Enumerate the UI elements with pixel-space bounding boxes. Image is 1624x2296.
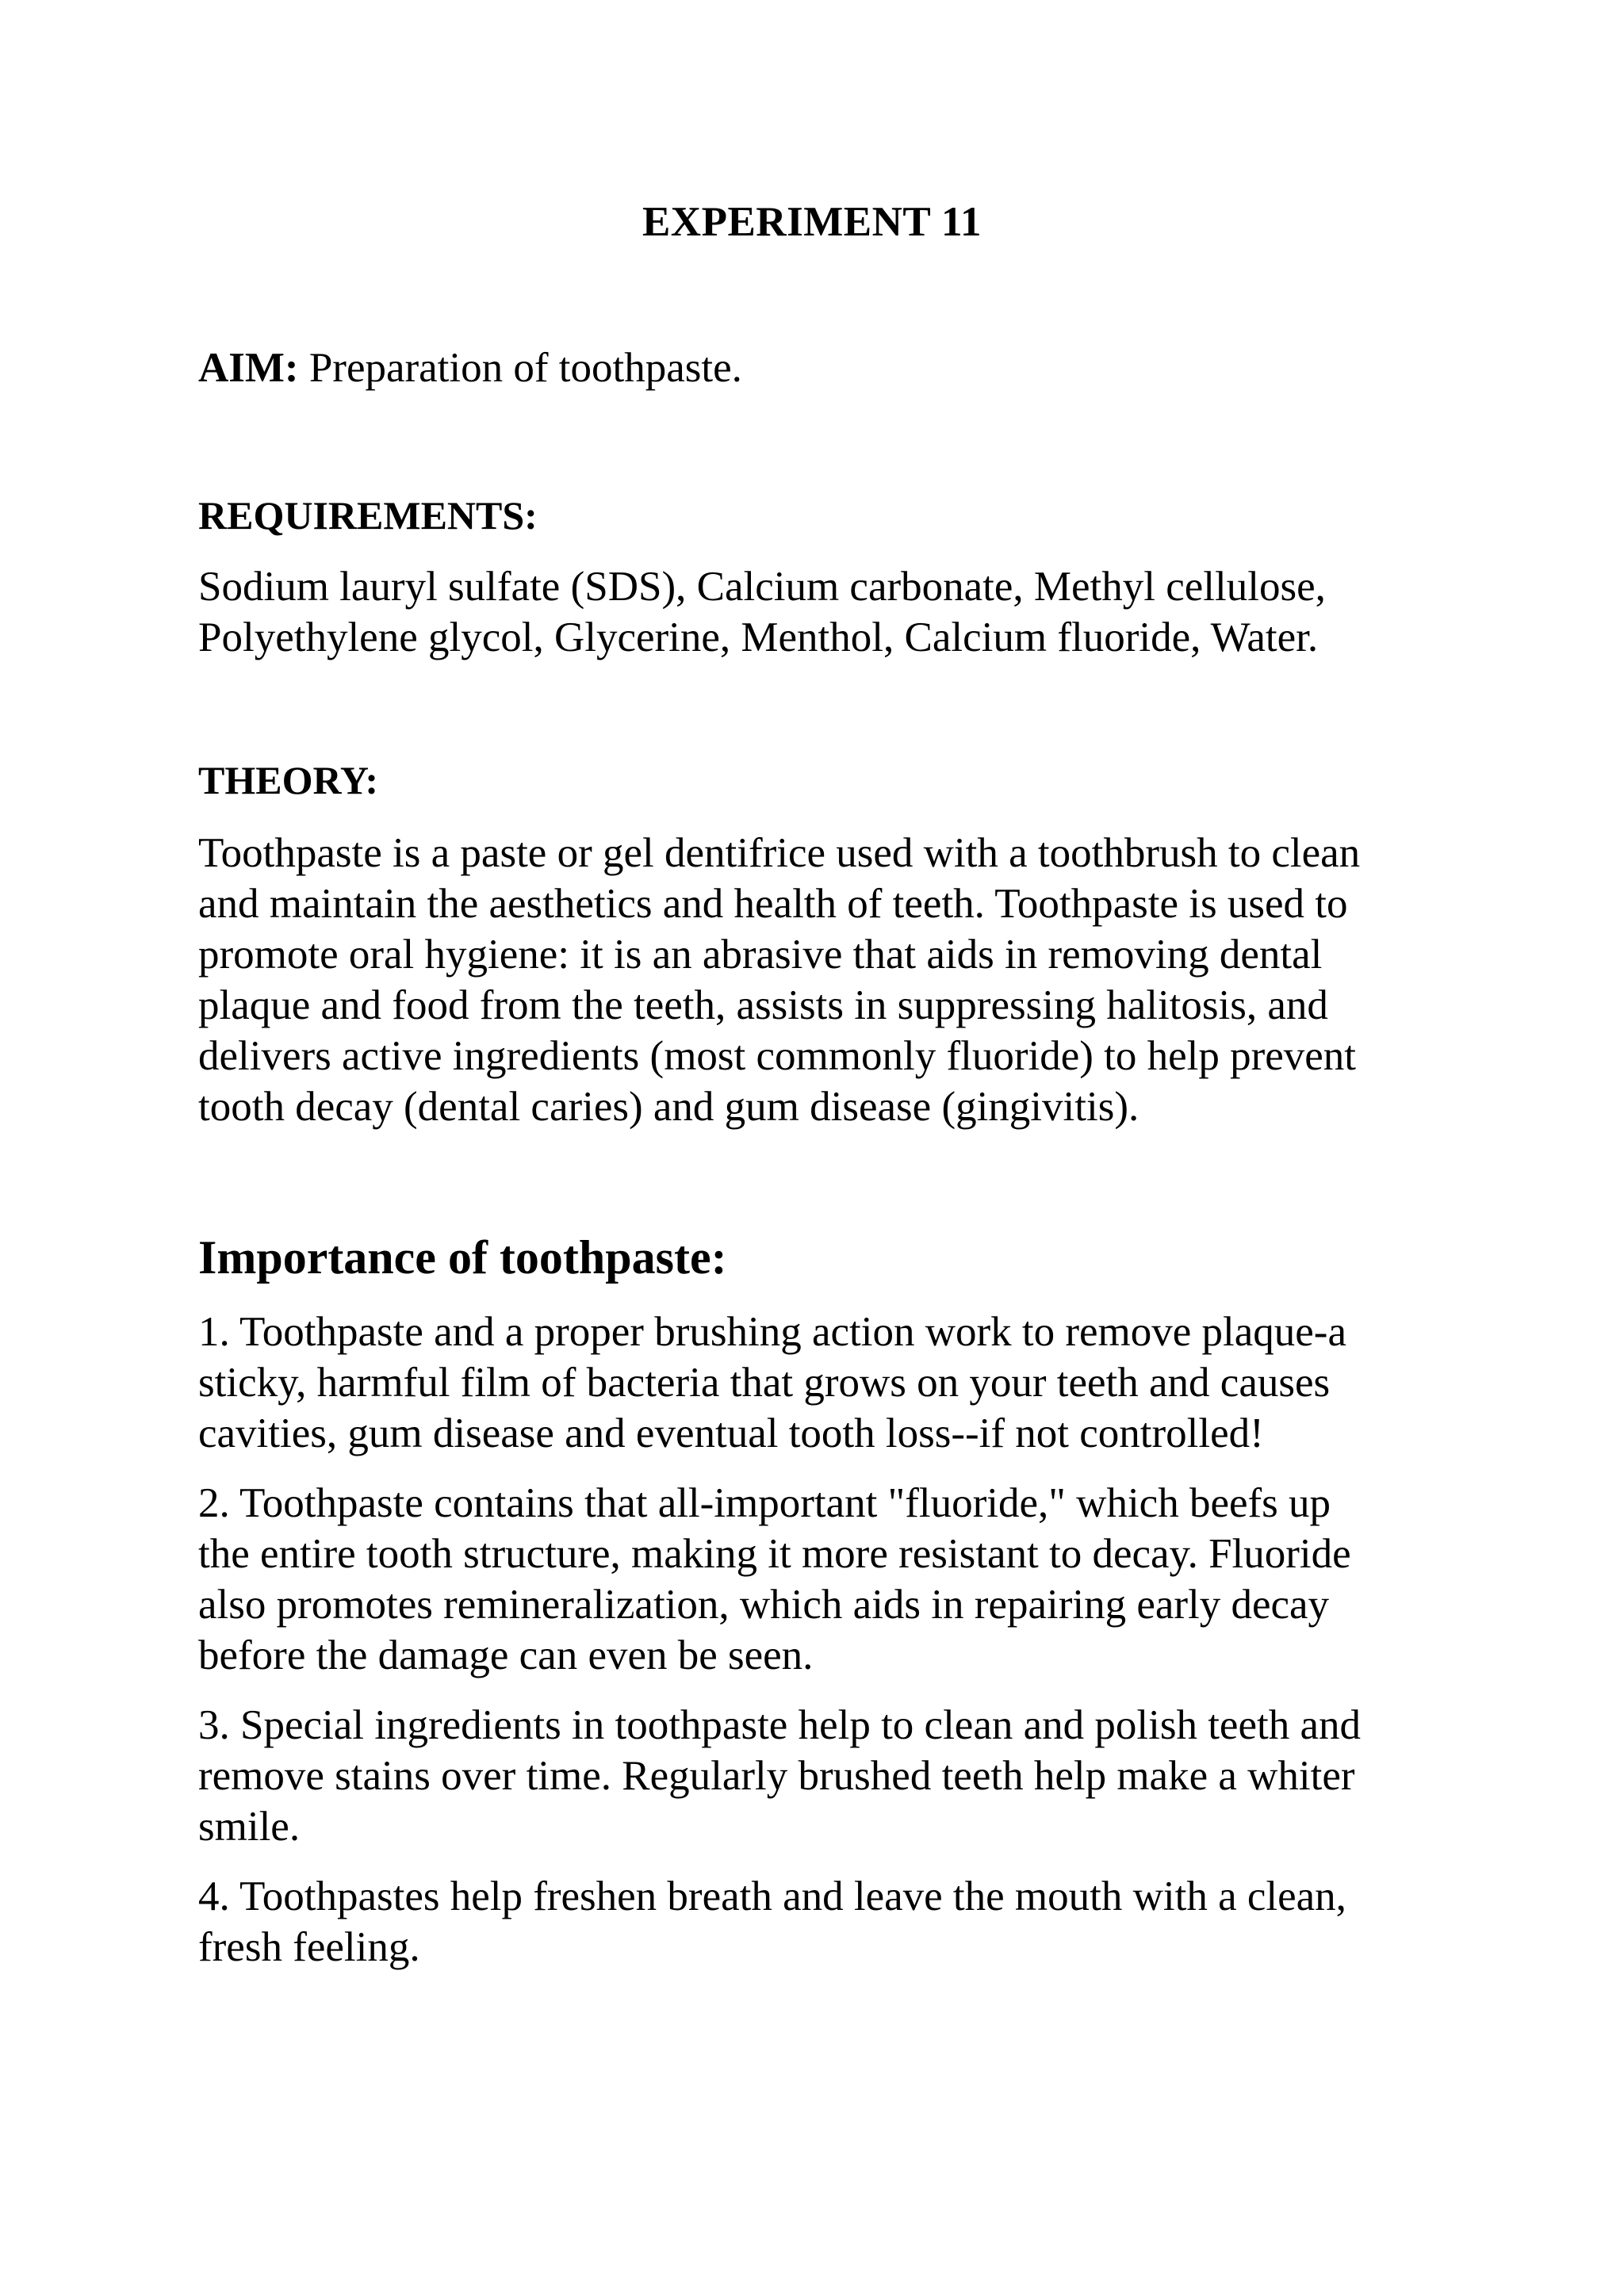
requirements-line: Sodium lauryl sulfate (SDS), Calcium carbonate, Methyl cellulose, bbox=[198, 564, 1326, 610]
theory-line: plaque and food from the teeth, assists in suppressing halitosis, and bbox=[198, 982, 1328, 1028]
point-line: 3. Special ingredients in toothpaste help to clean and polish teeth and bbox=[198, 1702, 1361, 1748]
point-line: smile. bbox=[198, 1804, 301, 1850]
point-line: remove stains over time. Regularly brushed teeth help make a whiter bbox=[198, 1753, 1355, 1799]
aim-text: Preparation of toothpaste. bbox=[298, 345, 742, 391]
point-line: fresh feeling. bbox=[198, 1924, 420, 1970]
importance-point-2 bbox=[198, 1478, 1435, 1681]
theory-line: Toothpaste is a paste or gel dentifrice used with a toothbrush to clean bbox=[198, 830, 1361, 876]
requirements-text bbox=[198, 561, 1435, 663]
point-line: the entire tooth structure, making it more resistant to decay. Fluoride bbox=[198, 1531, 1351, 1577]
theory-line: promote oral hygiene: it is an abrasive that aids in removing dental bbox=[198, 932, 1323, 978]
point-line: before the damage can even be seen. bbox=[198, 1632, 814, 1678]
point-line: sticky, harmful film of bacteria that grows on your teeth and causes bbox=[198, 1360, 1331, 1406]
point-line: cavities, gum disease and eventual tooth loss--if not controlled! bbox=[198, 1410, 1264, 1456]
aim-label: AIM: bbox=[198, 345, 299, 391]
importance-point-1 bbox=[198, 1307, 1435, 1459]
requirements-heading: REQUIREMENTS: bbox=[198, 493, 538, 538]
importance-points-list bbox=[198, 1307, 1435, 1992]
theory-line: delivers active ingredients (most commonly fluoride) to help prevent bbox=[198, 1033, 1357, 1079]
experiment-title: EXPERIMENT 11 bbox=[642, 199, 982, 245]
importance-point-4 bbox=[198, 1871, 1435, 1973]
importance-heading: Importance of toothpaste: bbox=[198, 1231, 727, 1284]
theory-line: tooth decay (dental caries) and gum disease (gingivitis). bbox=[198, 1084, 1139, 1130]
point-line: 4. Toothpastes help freshen breath and leave the mouth with a clean, bbox=[198, 1873, 1346, 1919]
point-line: 2. Toothpaste contains that all-important "fluoride," which beefs up bbox=[198, 1480, 1331, 1526]
point-line: also promotes remineralization, which aids in repairing early decay bbox=[198, 1582, 1330, 1628]
theory-text bbox=[198, 828, 1435, 1132]
requirements-line: Polyethylene glycol, Glycerine, Menthol, Calcium fluoride, Water. bbox=[198, 614, 1319, 660]
theory-heading: THEORY: bbox=[198, 758, 379, 802]
point-line: 1. Toothpaste and a proper brushing action work to remove plaque-a bbox=[198, 1309, 1346, 1355]
importance-point-3 bbox=[198, 1700, 1435, 1852]
theory-line: and maintain the aesthetics and health of teeth. Toothpaste is used to bbox=[198, 881, 1348, 927]
aim-section bbox=[198, 342, 1435, 393]
